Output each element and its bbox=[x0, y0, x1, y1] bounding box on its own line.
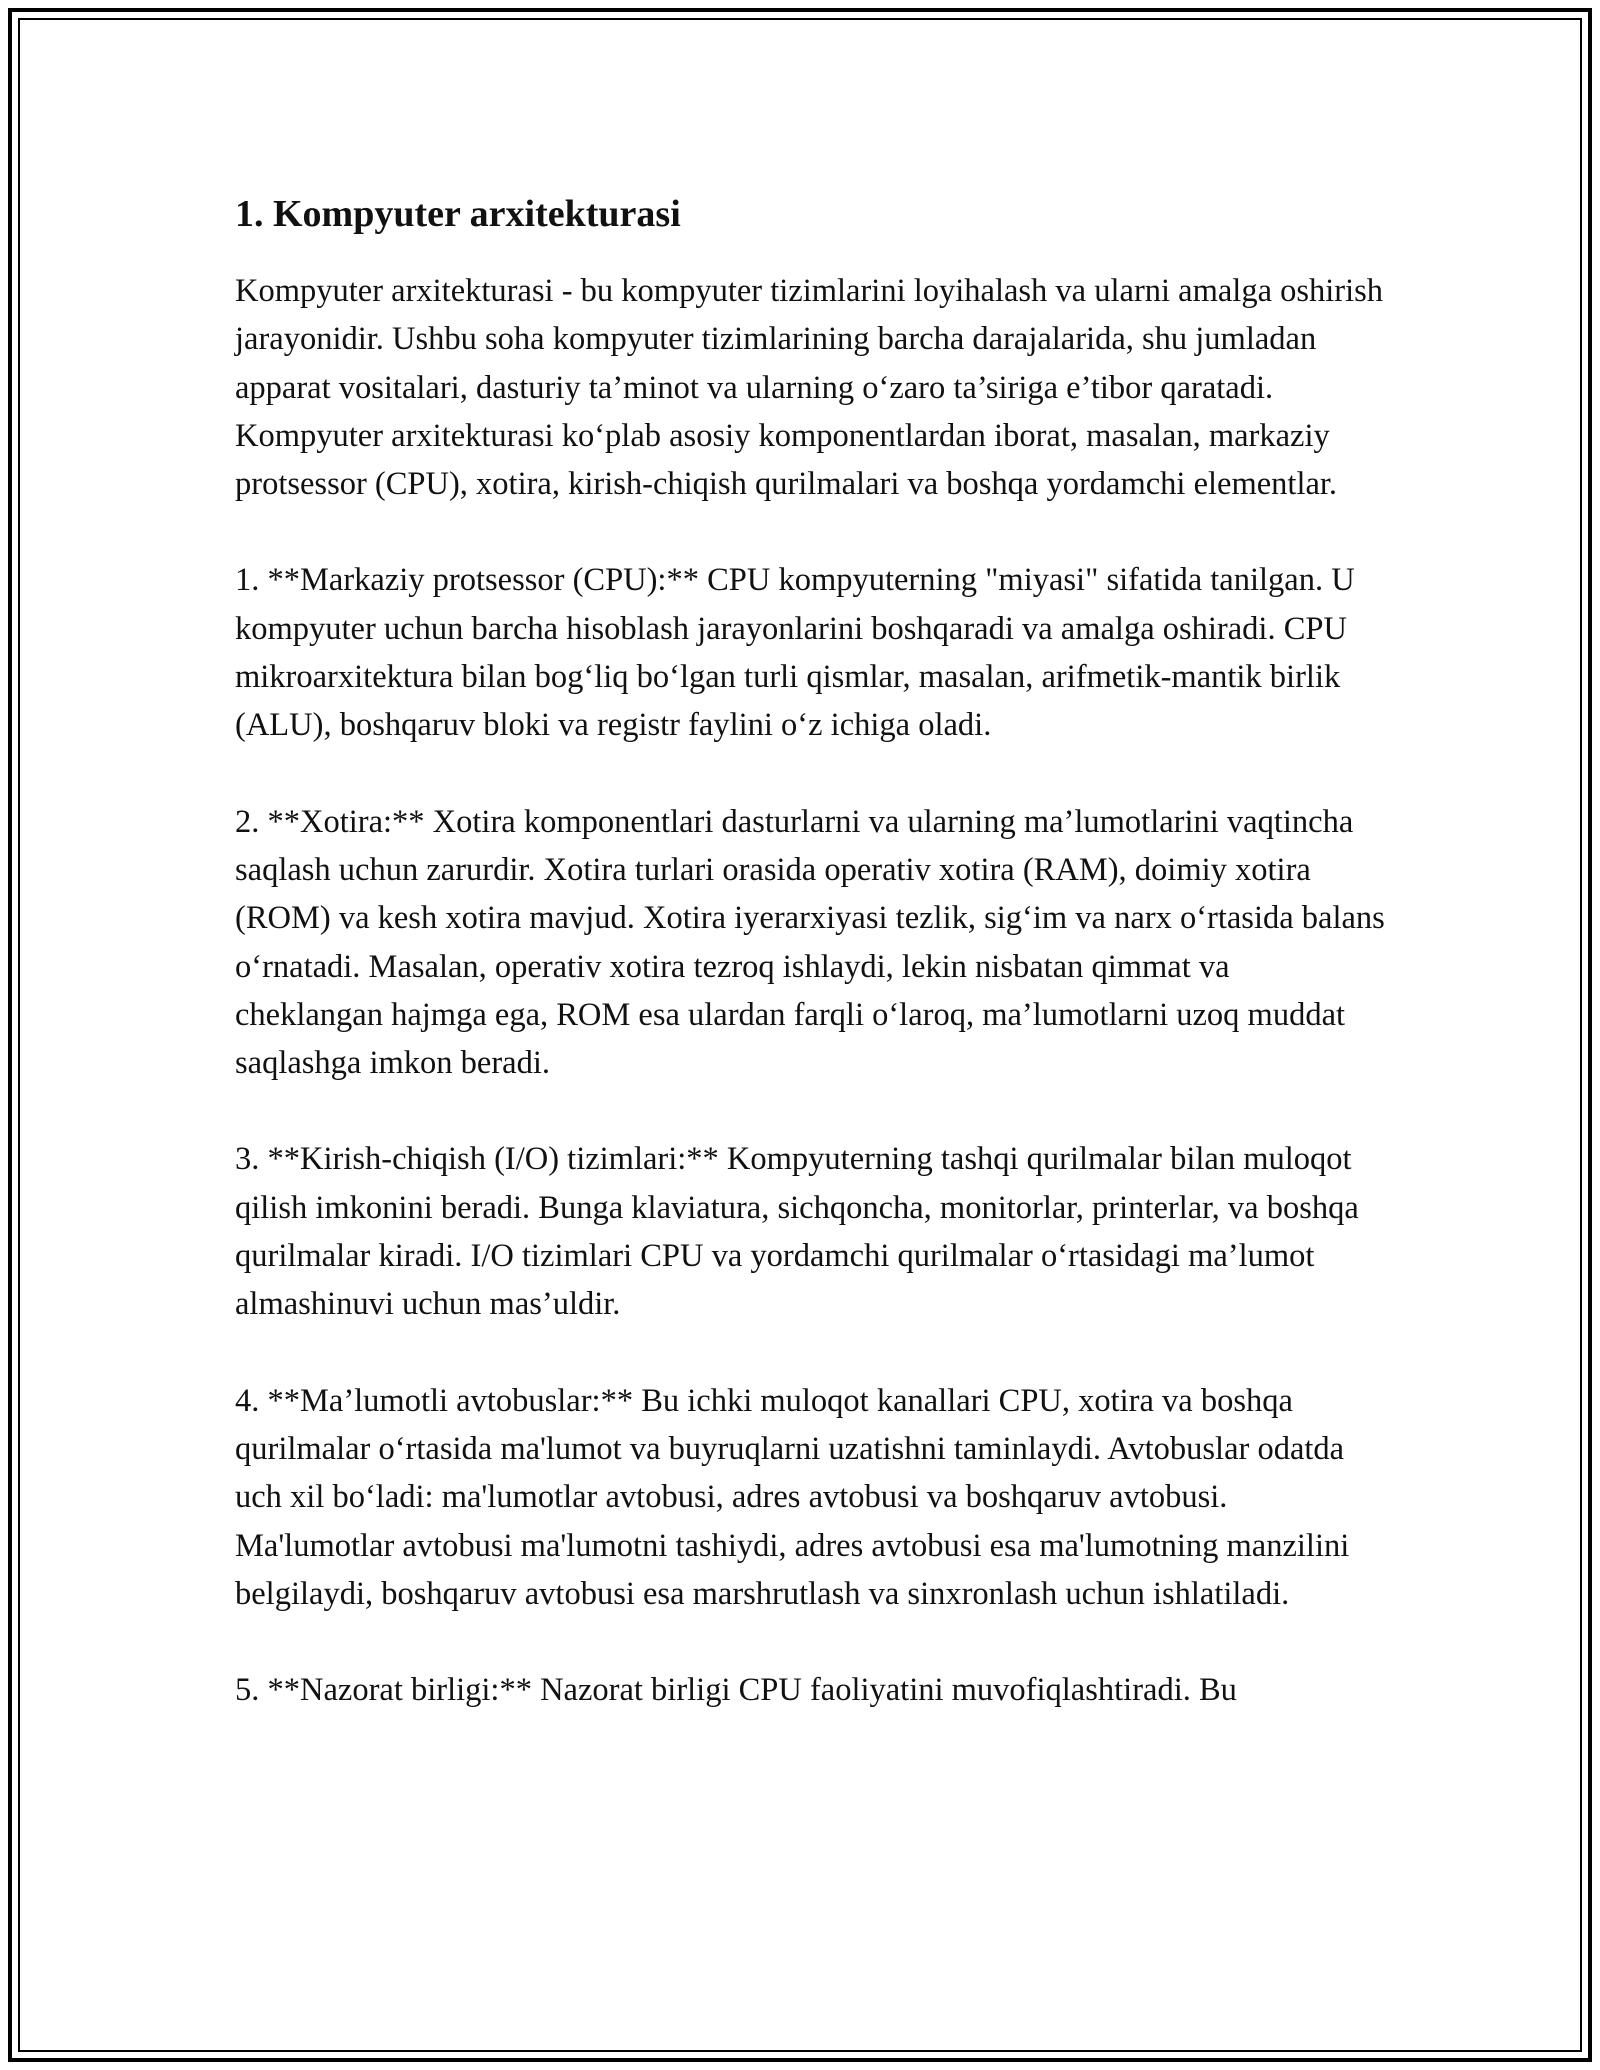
bus-paragraph: 4. **Ma’lumotli avtobuslar:** Bu ichki muloqot kanallari CPU, xotira va boshqa qurilmalar o‘rtasida ma'lumot va buyruqlarni uzatishni taminlaydi. Avtobuslar odatda uch xil bo‘ladi: ma'lumotlar avtobusi, adres avtobusi va boshqaruv avtobusi. Ma'lumotlar avtobusi ma'lumotni tashiydi, adres avtobusi esa ma'lumotning manzilini belgilaydi, boshqaruv avtobusi esa marshrutlash va sinxronlash uchun ishlatiladi. bbox=[235, 1382, 1350, 1612]
document-body bbox=[235, 185, 1385, 1762]
section-title: 1. Kompyuter arxitekturasi bbox=[235, 193, 681, 235]
cpu-paragraph: 1. **Markaziy protsessor (CPU):** CPU kompyuterning "miyasi" sifatida tanilgan. U kompyuter uchun barcha hisoblash jarayonlarini boshqaradi va amalga oshiradi. CPU mikroarxitektura bilan bog‘liq bo‘lgan turli qismlar, masalan, arifmetik-mantik birlik (ALU), boshqaruv bloki va registr faylini o‘z ichiga oladi. bbox=[235, 562, 1355, 744]
intro-paragraph: Kompyuter arxitekturasi - bu kompyuter tizimlarini loyihalash va ularni amalga oshirish jarayonidir. Ushbu soha kompyuter tizimlarining barcha darajalarida, shu jumladan apparat vositalari, dasturiy ta’minot va ularning o‘zaro ta’siriga e’tibor qaratadi. Kompyuter arxitekturasi ko‘plab asosiy komponentlardan iborat, masalan, markaziy protsessor (CPU), xotira, kirish-chiqish qurilmalari va boshqa yordamchi elementlar. bbox=[235, 273, 1384, 503]
control-unit-paragraph: 5. **Nazorat birligi:** Nazorat birligi CPU faoliyatini muvofiqlashtiradi. Bu bbox=[235, 1672, 1237, 1709]
memory-paragraph: 2. **Xotira:** Xotira komponentlari dasturlarni va ularning ma’lumotlarini vaqtincha saqlash uchun zarurdir. Xotira turlari orasida operativ xotira (RAM), doimiy xotira (ROM) va kesh xotira mavjud. Xotira iyerarxiyasi tezlik, sig‘im va narx o‘rtasida balans o‘rnatadi. Masalan, operativ xotira tezroq ishlaydi, lekin nisbatan qimmat va cheklangan hajmga ega, ROM esa ulardan farqli o‘laroq, ma’lumotlarni uzoq muddat saqlashga imkon beradi. bbox=[235, 803, 1385, 1082]
io-paragraph: 3. **Kirish-chiqish (I/O) tizimlari:** Kompyuterning tashqi qurilmalar bilan muloqot qilish imkonini beradi. Bunga klaviatura, sichqoncha, monitorlar, printerlar, va boshqa qurilmalar kiradi. I/O tizimlari CPU va yordamchi qurilmalar o‘rtasidagi ma’lumot almashinuvi uchun mas’uldir. bbox=[235, 1141, 1359, 1323]
